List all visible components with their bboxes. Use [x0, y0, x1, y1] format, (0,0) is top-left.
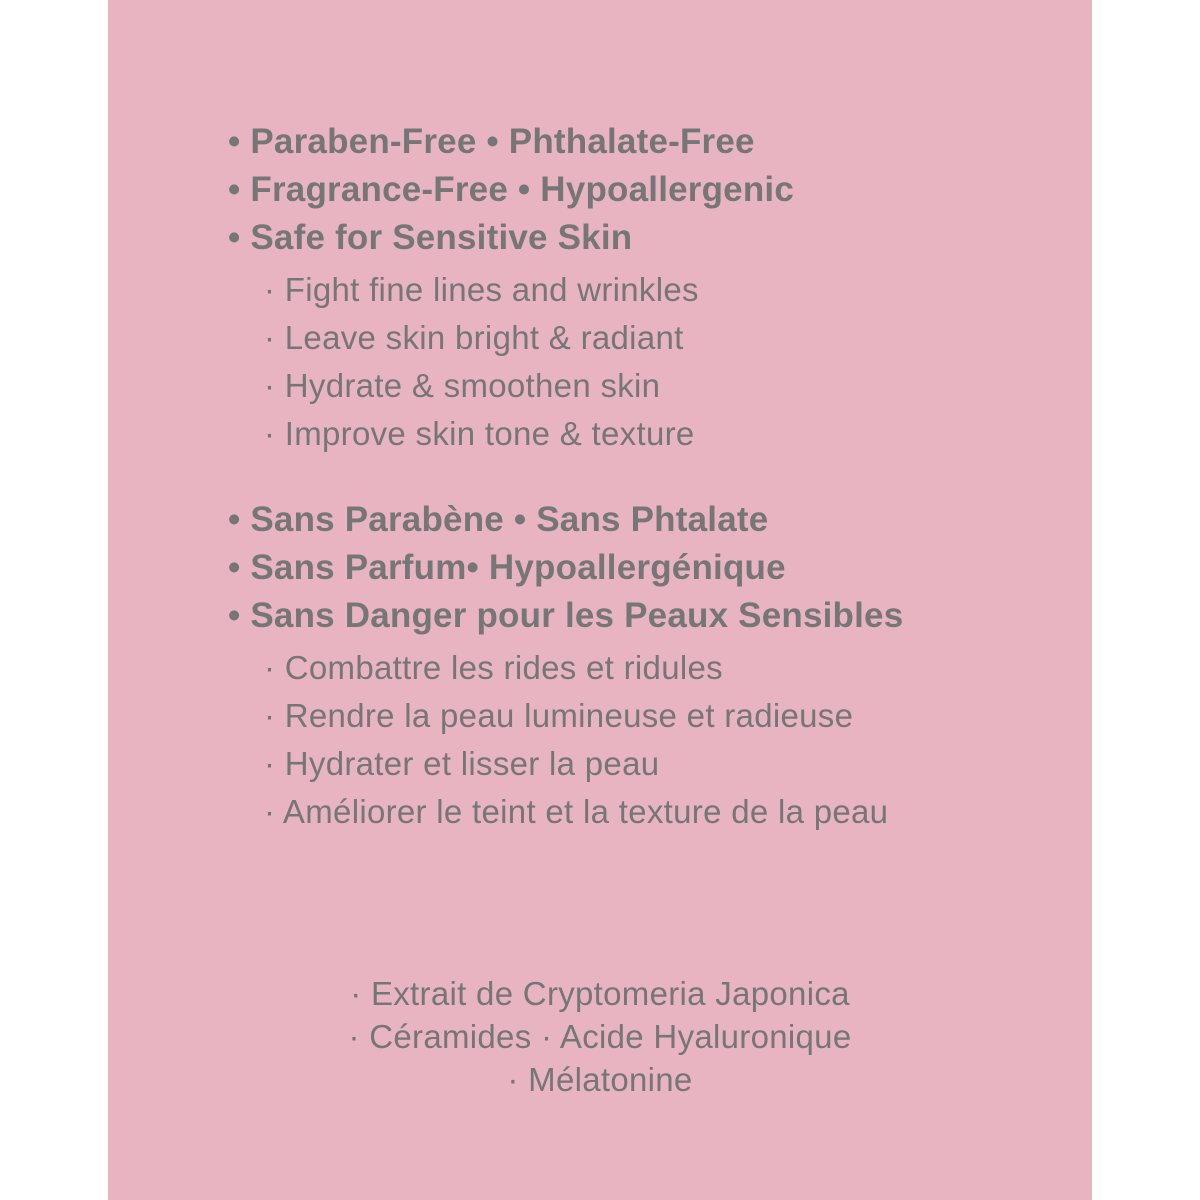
- benefit-item: · Combattre les rides et ridules: [264, 649, 723, 686]
- claim-line: • Sans Danger pour les Peaux Sensibles: [228, 596, 904, 635]
- claim-line: • Safe for Sensitive Skin: [228, 218, 633, 257]
- french-section: [228, 496, 1078, 836]
- ingredient-line: · Céramides · Acide Hyaluronique: [348, 1018, 852, 1055]
- english-section: [228, 118, 1078, 458]
- benefit-item: · Améliorer le teint et la texture de la peau: [264, 793, 889, 830]
- claim-line: • Sans Parabène • Sans Phtalate: [228, 500, 769, 539]
- ingredient-line: · Extrait de Cryptomeria Japonica: [350, 975, 850, 1012]
- benefit-list: [264, 644, 1078, 836]
- benefit-item: · Rendre la peau lumineuse et radieuse: [264, 697, 854, 734]
- claim-line: • Sans Parfum• Hypoallergénique: [228, 548, 786, 587]
- ingredients-section: [108, 972, 1092, 1101]
- benefit-item: · Hydrater et lisser la peau: [264, 745, 660, 782]
- benefit-item: · Hydrate & smoothen skin: [264, 367, 661, 404]
- benefit-item: · Fight fine lines and wrinkles: [264, 271, 699, 308]
- claim-line: • Fragrance-Free • Hypoallergenic: [228, 170, 795, 209]
- claim-line: • Paraben-Free • Phthalate-Free: [228, 122, 755, 161]
- benefit-item: · Improve skin tone & texture: [264, 415, 695, 452]
- product-info-panel: [108, 0, 1092, 1200]
- ingredient-line: · Mélatonine: [507, 1061, 693, 1098]
- benefit-list: [264, 266, 1078, 458]
- benefit-item: · Leave skin bright & radiant: [264, 319, 684, 356]
